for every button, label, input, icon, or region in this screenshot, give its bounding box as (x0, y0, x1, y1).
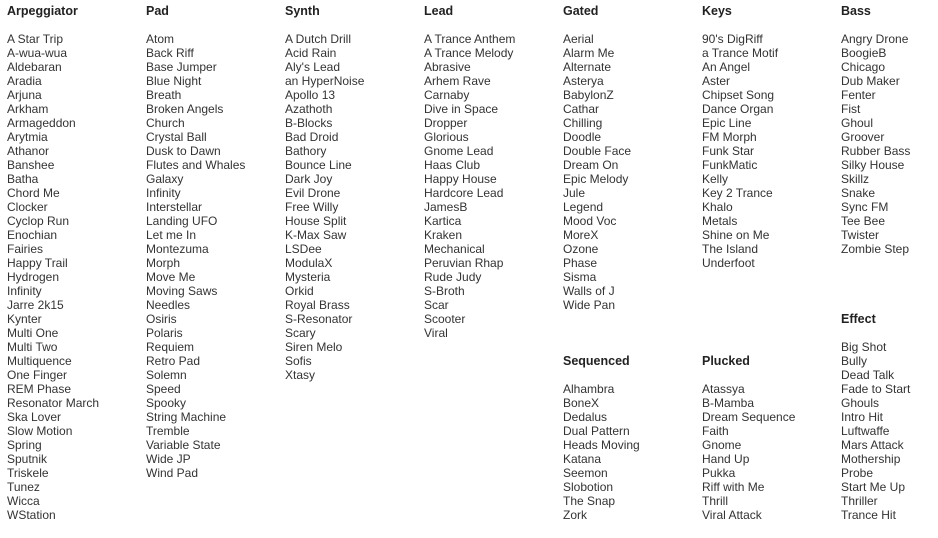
preset-item[interactable]: Clocker (7, 200, 48, 214)
preset-item[interactable]: Dive in Space (424, 102, 499, 116)
preset-item[interactable]: 90's DigRiff (702, 32, 763, 46)
preset-item[interactable]: ModulaX (285, 256, 333, 270)
preset-item[interactable]: Angry Drone (841, 32, 909, 46)
preset-item[interactable]: Variable State (146, 438, 221, 452)
preset-item[interactable]: Resonator March (7, 396, 100, 410)
preset-item[interactable]: The Island (702, 242, 759, 256)
preset-item[interactable]: Scooter (424, 312, 466, 326)
preset-item[interactable]: An Angel (702, 60, 751, 74)
preset-item[interactable]: Requiem (146, 340, 195, 354)
preset-item[interactable]: Dance Organ (702, 102, 774, 116)
preset-item[interactable]: Epic Line (702, 116, 752, 130)
preset-item[interactable]: Wide Pan (563, 298, 616, 312)
preset-item[interactable]: Probe (841, 466, 874, 480)
preset-item[interactable]: Montezuma (146, 242, 209, 256)
preset-item[interactable]: Bounce Line (285, 158, 352, 172)
preset-item[interactable]: Faith (702, 424, 729, 438)
preset-item[interactable]: Kartica (424, 214, 462, 228)
preset-item[interactable]: Jule (563, 186, 586, 200)
preset-item[interactable]: Apollo 13 (285, 88, 336, 102)
preset-item[interactable]: Tremble (146, 424, 190, 438)
preset-item[interactable]: Multi Two (7, 340, 58, 354)
preset-item[interactable]: Phase (563, 256, 598, 270)
preset-item[interactable]: Dedalus (563, 410, 608, 424)
preset-item[interactable]: A Star Trip (7, 32, 64, 46)
preset-item[interactable]: A-wua-wua (7, 46, 68, 60)
preset-item[interactable]: Dual Pattern (563, 424, 630, 438)
preset-item[interactable]: Aly's Lead (285, 60, 340, 74)
preset-item[interactable]: Underfoot (702, 256, 755, 270)
preset-item[interactable]: Interstellar (146, 200, 203, 214)
preset-item[interactable]: Ozone (563, 242, 599, 256)
preset-item[interactable]: BoneX (563, 396, 600, 410)
category-title: Plucked (702, 354, 750, 368)
preset-item[interactable]: Siren Melo (285, 340, 343, 354)
preset-item[interactable]: Armageddon (7, 116, 76, 130)
preset-item[interactable]: Legend (563, 200, 604, 214)
preset-item[interactable]: Happy Trail (7, 256, 68, 270)
category-title: Pad (146, 4, 169, 18)
preset-item[interactable]: Sync FM (841, 200, 889, 214)
preset-item[interactable]: Happy House (424, 172, 497, 186)
preset-item[interactable]: Aradia (7, 74, 42, 88)
preset-item[interactable]: Fist (841, 102, 861, 116)
preset-item[interactable]: One Finger (7, 368, 68, 382)
preset-item[interactable]: Skillz (841, 172, 870, 186)
preset-item[interactable]: Riff with Me (702, 480, 765, 494)
preset-item[interactable]: Banshee (7, 158, 55, 172)
preset-item[interactable]: Athanor (7, 144, 50, 158)
preset-list (146, 32, 245, 480)
preset-item[interactable]: Azathoth (285, 102, 333, 116)
preset-item[interactable]: B-Mamba (702, 396, 755, 410)
preset-list (702, 382, 795, 522)
preset-item[interactable]: S-Broth (424, 284, 465, 298)
preset-item[interactable]: Thrill (702, 494, 728, 508)
preset-item[interactable]: Dream On (563, 158, 619, 172)
preset-item[interactable]: Multiquence (7, 354, 72, 368)
category-title: Arpeggiator (7, 4, 78, 18)
preset-item[interactable]: Infinity (7, 284, 42, 298)
preset-item[interactable]: Cyclop Run (7, 214, 70, 228)
preset-item[interactable]: Abrasive (424, 60, 471, 74)
preset-item[interactable]: Asterya (563, 74, 604, 88)
preset-item[interactable]: Atom (146, 32, 175, 46)
category-title: Sequenced (563, 354, 630, 368)
preset-item[interactable]: Multi One (7, 326, 59, 340)
preset-item[interactable]: Speed (146, 382, 181, 396)
preset-item[interactable]: Bathory (285, 144, 327, 158)
preset-item[interactable]: Aster (702, 74, 731, 88)
preset-item[interactable]: Scar (424, 298, 449, 312)
preset-item[interactable]: Haas Club (424, 158, 481, 172)
preset-item[interactable]: House Split (285, 214, 347, 228)
preset-item[interactable]: Church (146, 116, 185, 130)
preset-item[interactable]: Zork (563, 508, 587, 522)
preset-item[interactable]: Shine on Me (702, 228, 770, 242)
preset-item[interactable]: Cathar (563, 102, 600, 116)
preset-item[interactable]: Chilling (563, 116, 603, 130)
preset-item[interactable]: Moving Saws (146, 284, 218, 298)
preset-item[interactable]: Spooky (146, 396, 187, 410)
preset-item[interactable]: Infinity (146, 186, 181, 200)
preset-item[interactable]: Spring (7, 438, 42, 452)
preset-item[interactable]: Big Shot (841, 340, 887, 354)
preset-item[interactable]: Needles (146, 298, 191, 312)
preset-item[interactable]: Crystal Ball (146, 130, 207, 144)
category-title: Effect (841, 312, 876, 326)
preset-item[interactable]: Evil Drone (285, 186, 341, 200)
preset-item[interactable]: Mood Voc (563, 214, 617, 228)
preset-item[interactable]: Arjuna (7, 88, 42, 102)
preset-item[interactable]: FM Morph (702, 130, 757, 144)
preset-item[interactable]: Chicago (841, 60, 886, 74)
preset-item[interactable]: String Machine (146, 410, 227, 424)
preset-list (841, 340, 910, 522)
preset-item[interactable]: Slow Motion (7, 424, 73, 438)
preset-item[interactable]: Fenter (841, 88, 876, 102)
preset-item[interactable]: Triskele (7, 466, 49, 480)
preset-item[interactable]: Gnome Lead (424, 144, 494, 158)
preset-item[interactable]: Scary (285, 326, 316, 340)
category-title: Keys (702, 4, 732, 18)
preset-item[interactable]: A Trance Melody (424, 46, 514, 60)
preset-item[interactable]: Rude Judy (424, 270, 482, 284)
preset-item[interactable]: Start Me Up (841, 480, 906, 494)
preset-item[interactable]: Pukka (702, 466, 736, 480)
preset-item[interactable]: Zombie Step (841, 242, 910, 256)
category-title: Bass (841, 4, 871, 18)
preset-item[interactable]: K-Max Saw (285, 228, 347, 242)
preset-item[interactable]: Morph (146, 256, 181, 270)
preset-item[interactable]: Fairies (7, 242, 44, 256)
preset-item[interactable]: Rubber Bass (841, 144, 911, 158)
preset-item[interactable]: Osiris (146, 312, 177, 326)
preset-item[interactable]: Kraken (424, 228, 463, 242)
preset-item[interactable]: MoreX (563, 228, 599, 242)
preset-item[interactable]: Double Face (563, 144, 632, 158)
preset-item[interactable]: The Snap (563, 494, 616, 508)
preset-item[interactable]: Broken Angels (146, 102, 224, 116)
preset-item[interactable]: Chord Me (7, 186, 60, 200)
category-title: Synth (285, 4, 320, 18)
preset-item[interactable]: Ghouls (841, 396, 880, 410)
preset-item[interactable]: FunkMatic (702, 158, 758, 172)
preset-item[interactable]: Jarre 2k15 (7, 298, 64, 312)
preset-item[interactable]: Silky House (841, 158, 905, 172)
preset-item[interactable]: Sofis (285, 354, 312, 368)
preset-item[interactable]: Back Riff (146, 46, 194, 60)
preset-item[interactable]: BoogieB (841, 46, 887, 60)
preset-item[interactable]: Kynter (7, 312, 42, 326)
preset-item[interactable]: Alhambra (563, 382, 615, 396)
preset-list (424, 32, 515, 340)
preset-item[interactable]: Ska Lover (7, 410, 62, 424)
preset-item[interactable]: Xtasy (285, 368, 316, 382)
preset-item[interactable]: WStation (7, 508, 56, 522)
preset-item[interactable]: Base Jumper (146, 60, 217, 74)
preset-item[interactable]: Walls of J (563, 284, 615, 298)
category-title: Gated (563, 4, 599, 18)
preset-item[interactable]: Aldebaran (7, 60, 62, 74)
preset-item[interactable]: Fade to Start (841, 382, 911, 396)
preset-item[interactable]: Let me In (146, 228, 197, 242)
preset-item[interactable]: Acid Rain (285, 46, 337, 60)
preset-item[interactable]: Alternate (563, 60, 612, 74)
preset-item[interactable]: Mothership (841, 452, 901, 466)
preset-item[interactable]: Hydrogen (7, 270, 60, 284)
preset-item[interactable]: Dropper (424, 116, 468, 130)
preset-item[interactable]: Snake (841, 186, 876, 200)
preset-list (563, 32, 631, 312)
preset-item[interactable]: Carnaby (424, 88, 470, 102)
preset-list (841, 32, 910, 256)
preset-item[interactable]: Dream Sequence (702, 410, 796, 424)
preset-item[interactable]: Epic Melody (563, 172, 629, 186)
preset-item[interactable]: Seemon (563, 466, 608, 480)
preset-item[interactable]: Landing UFO (146, 214, 218, 228)
preset-item[interactable]: Hardcore Lead (424, 186, 504, 200)
preset-item[interactable]: BabylonZ (563, 88, 614, 102)
preset-item[interactable]: Peruvian Rhap (424, 256, 504, 270)
preset-item[interactable]: Wide JP (146, 452, 191, 466)
preset-item[interactable]: REM Phase (7, 382, 72, 396)
preset-item[interactable]: Retro Pad (146, 354, 201, 368)
preset-item[interactable]: Move Me (146, 270, 196, 284)
preset-item[interactable]: Key 2 Trance (702, 186, 773, 200)
preset-item[interactable]: Heads Moving (563, 438, 640, 452)
preset-item[interactable]: Thriller (841, 494, 878, 508)
preset-item[interactable]: Arkham (7, 102, 49, 116)
preset-item[interactable]: Katana (563, 452, 602, 466)
preset-item[interactable]: LSDee (285, 242, 322, 256)
preset-item[interactable]: B-Blocks (285, 116, 333, 130)
preset-item[interactable]: Kelly (702, 172, 729, 186)
preset-item[interactable]: Solemn (146, 368, 187, 382)
preset-item[interactable]: Arytmia (7, 130, 48, 144)
preset-item[interactable]: Dark Joy (285, 172, 333, 186)
preset-item[interactable]: Royal Brass (285, 298, 350, 312)
preset-item[interactable]: Funk Star (702, 144, 755, 158)
preset-item[interactable]: Dub Maker (841, 74, 900, 88)
preset-item[interactable]: Doodle (563, 130, 602, 144)
preset-item[interactable]: an HyperNoise (285, 74, 365, 88)
preset-item[interactable]: Hand Up (702, 452, 750, 466)
preset-item[interactable]: Mysteria (285, 270, 331, 284)
preset-item[interactable]: Polaris (146, 326, 183, 340)
preset-item[interactable]: Enochian (7, 228, 58, 242)
preset-item[interactable]: Khalo (702, 200, 733, 214)
preset-item[interactable]: Tunez (7, 480, 40, 494)
preset-item[interactable]: Trance Hit (841, 508, 896, 522)
preset-item[interactable]: Twister (841, 228, 880, 242)
preset-item[interactable]: Metals (702, 214, 738, 228)
preset-item[interactable]: Aerial (563, 32, 594, 46)
preset-list (563, 382, 640, 522)
preset-item[interactable]: Chipset Song (702, 88, 775, 102)
preset-item[interactable]: Glorious (424, 130, 469, 144)
preset-item[interactable]: Bully (841, 354, 868, 368)
preset-item[interactable]: A Dutch Drill (285, 32, 352, 46)
preset-item[interactable]: Wicca (7, 494, 40, 508)
preset-item[interactable]: JamesB (424, 200, 468, 214)
preset-item[interactable]: Sputnik (7, 452, 48, 466)
preset-item[interactable]: Mars Attack (841, 438, 904, 452)
preset-item[interactable]: Atassya (702, 382, 745, 396)
preset-item[interactable]: Sisma (563, 270, 597, 284)
preset-item[interactable]: Orkid (285, 284, 314, 298)
preset-list (7, 32, 99, 522)
preset-list (285, 32, 364, 382)
preset-item[interactable]: Ghoul (841, 116, 874, 130)
preset-item[interactable]: Flutes and Whales (146, 158, 246, 172)
preset-item[interactable]: a Trance Motif (702, 46, 779, 60)
preset-item[interactable]: Intro Hit (841, 410, 884, 424)
preset-item[interactable]: A Trance Anthem (424, 32, 516, 46)
preset-item[interactable]: Dead Talk (841, 368, 895, 382)
preset-item[interactable]: Galaxy (146, 172, 184, 186)
preset-item[interactable]: Bad Droid (285, 130, 339, 144)
preset-item[interactable]: Mechanical (424, 242, 485, 256)
preset-item[interactable]: Slobotion (563, 480, 614, 494)
preset-item[interactable]: Blue Night (146, 74, 202, 88)
preset-item[interactable]: Alarm Me (563, 46, 615, 60)
preset-item[interactable]: Dusk to Dawn (146, 144, 221, 158)
preset-item[interactable]: Viral Attack (702, 508, 762, 522)
preset-item[interactable]: Groover (841, 130, 885, 144)
preset-item[interactable]: Free Willy (285, 200, 339, 214)
category-title: Lead (424, 4, 454, 18)
preset-item[interactable]: S-Resonator (285, 312, 353, 326)
preset-item[interactable]: Viral (424, 326, 448, 340)
preset-item[interactable]: Gnome (702, 438, 742, 452)
preset-item[interactable]: Batha (7, 172, 39, 186)
preset-item[interactable]: Arhem Rave (424, 74, 491, 88)
preset-item[interactable]: Wind Pad (146, 466, 199, 480)
preset-item[interactable]: Luftwaffe (841, 424, 890, 438)
preset-item[interactable]: Breath (146, 88, 182, 102)
preset-item[interactable]: Tee Bee (841, 214, 886, 228)
preset-list (702, 32, 778, 270)
